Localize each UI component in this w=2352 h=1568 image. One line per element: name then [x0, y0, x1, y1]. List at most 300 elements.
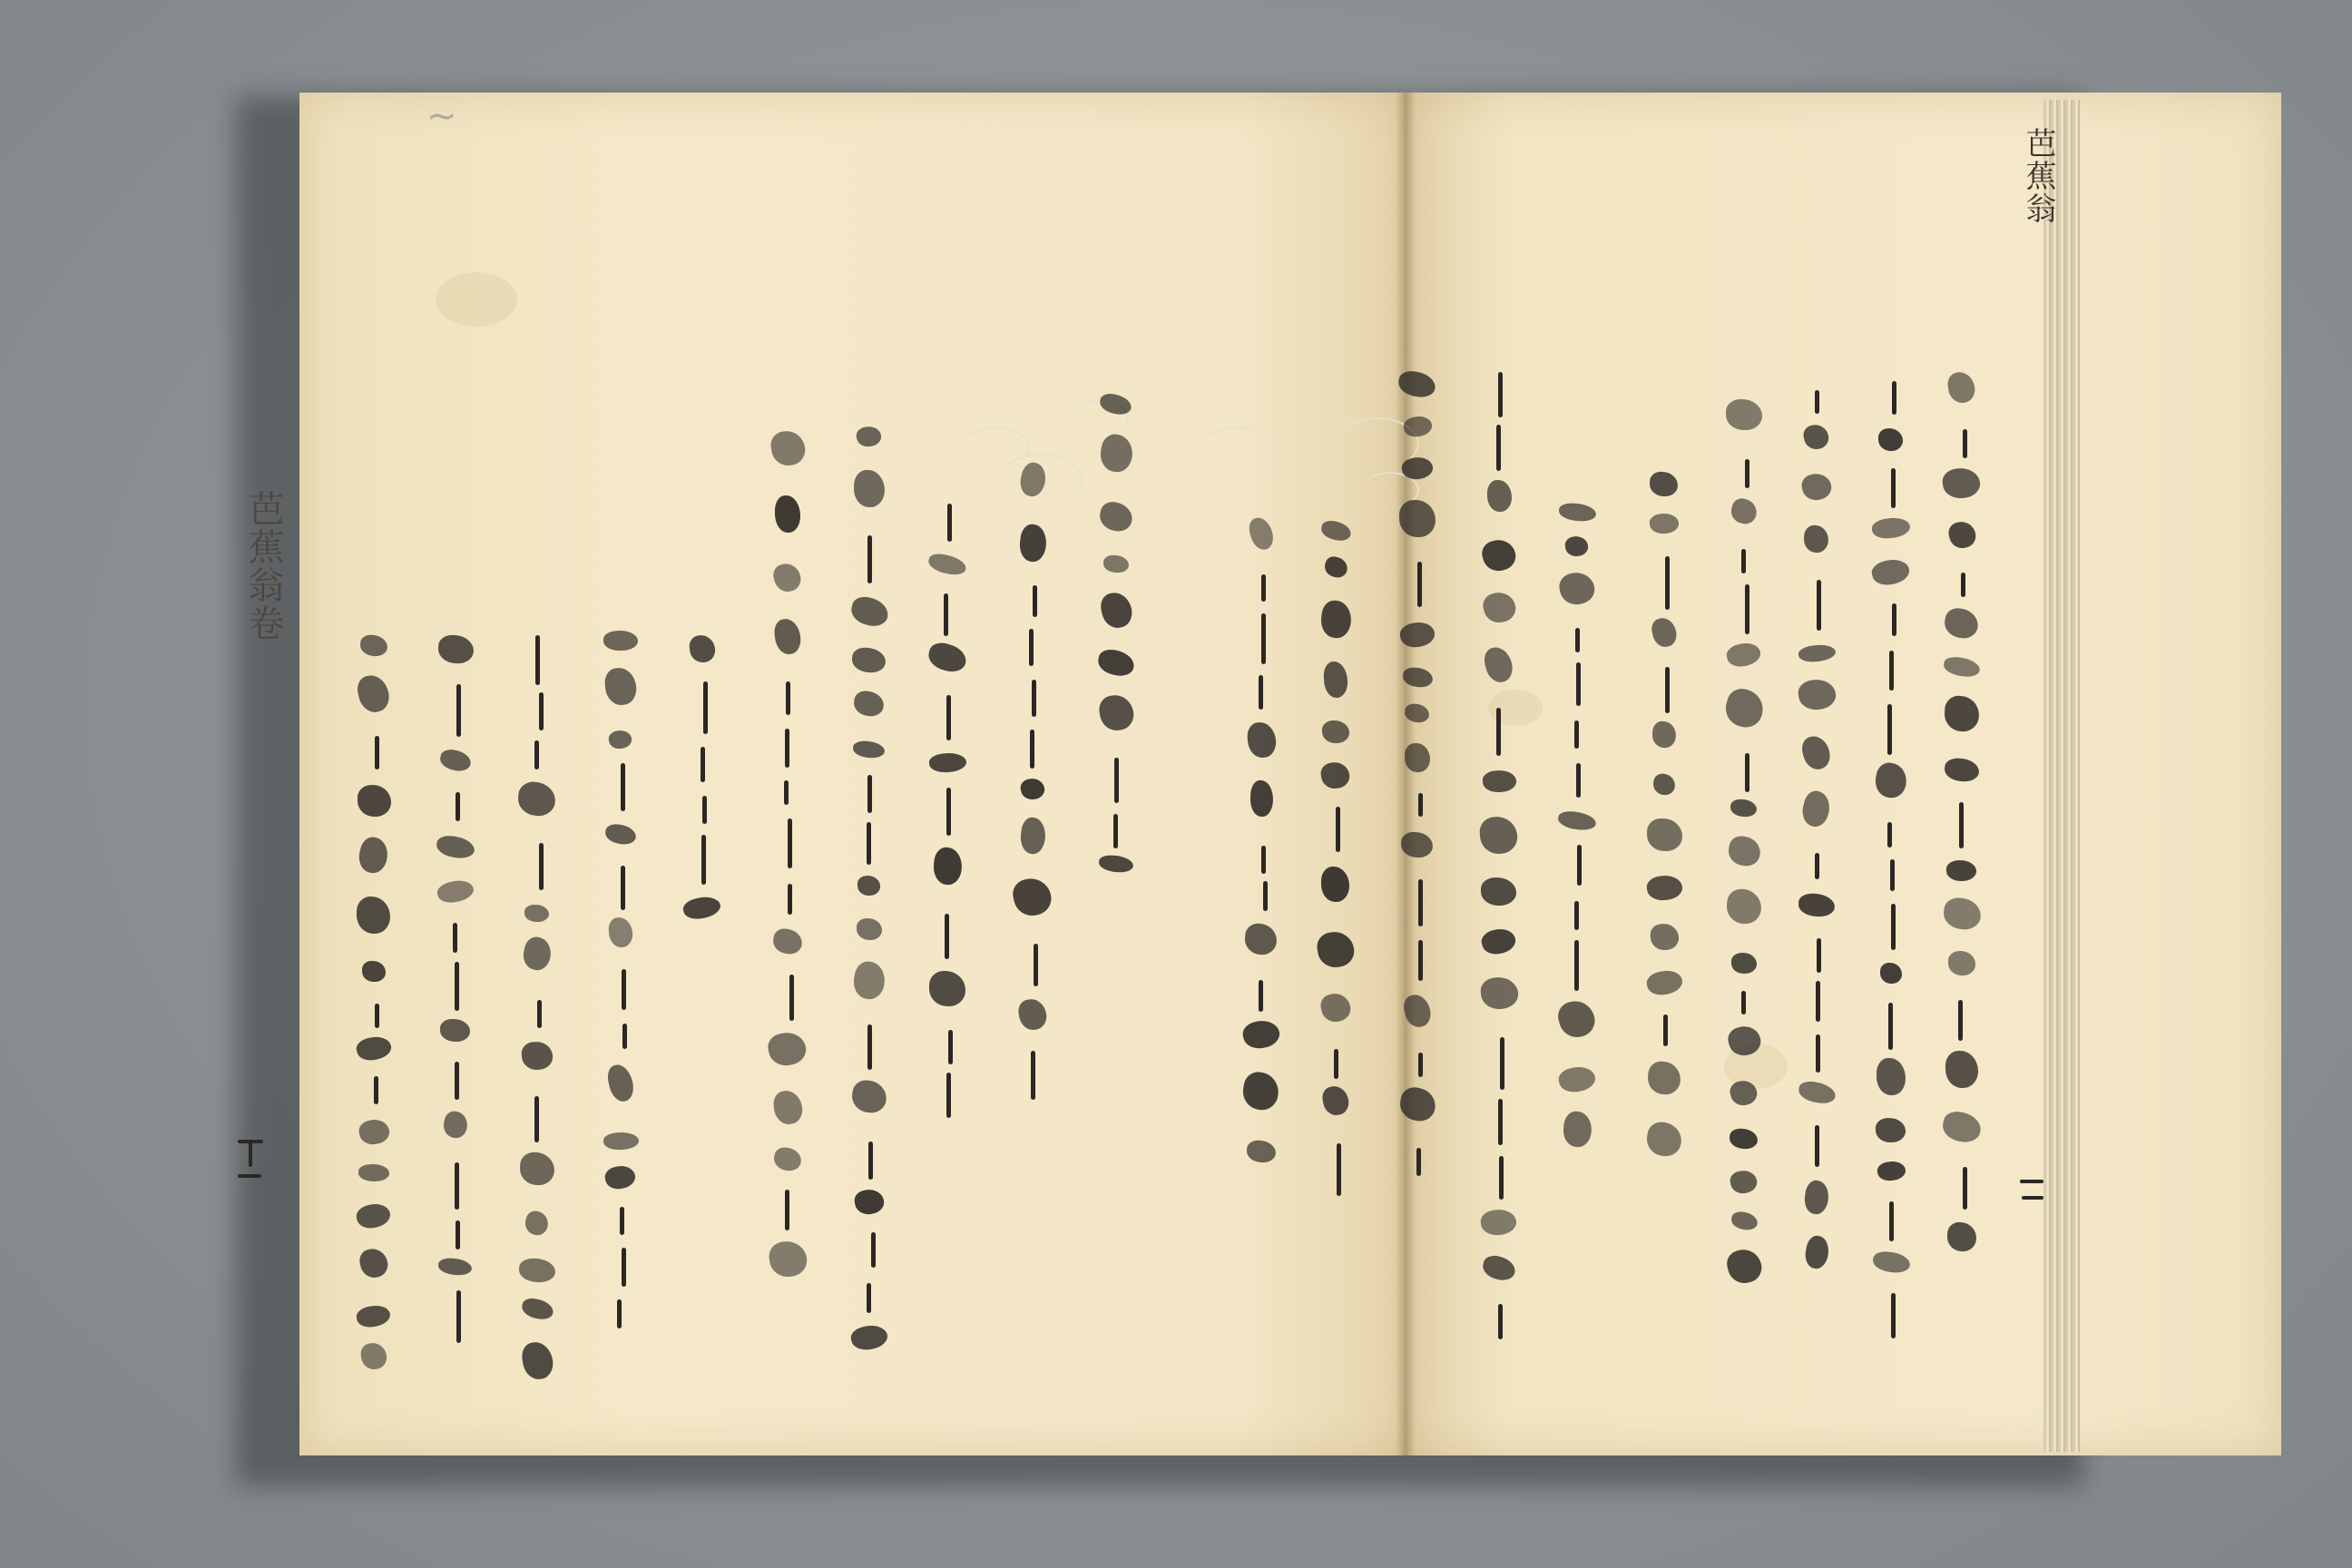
handwritten-character [621, 763, 625, 811]
handwritten-character [622, 1024, 627, 1049]
handwritten-character [1032, 680, 1036, 717]
handwritten-character [1892, 381, 1896, 415]
handwritten-character [857, 918, 883, 940]
handwritten-character [357, 785, 390, 818]
handwritten-character [436, 877, 475, 906]
handwritten-character [1880, 963, 1902, 984]
handwritten-character [456, 1220, 460, 1250]
handwritten-character [1963, 429, 1967, 458]
handwritten-character [1946, 519, 1977, 550]
handwritten-character [1887, 822, 1892, 848]
handwritten-character [946, 788, 951, 836]
handwritten-character [1033, 585, 1037, 617]
handwritten-character [1817, 938, 1821, 973]
handwritten-character [1334, 1049, 1338, 1079]
handwritten-character [1574, 940, 1579, 991]
handwritten-character [1031, 1051, 1035, 1100]
handwritten-character [932, 847, 963, 886]
handwritten-character [1250, 780, 1273, 818]
binding-thread-fiber [1252, 463, 1319, 505]
handwritten-character [853, 469, 886, 507]
handwritten-character [534, 1096, 539, 1142]
handwritten-character [375, 736, 379, 769]
handwritten-character [1649, 512, 1680, 534]
handwritten-character [1891, 468, 1896, 508]
handwritten-character [946, 695, 951, 740]
handwritten-character [926, 640, 969, 675]
handwritten-character [1945, 1051, 1979, 1089]
handwritten-character [608, 729, 634, 750]
handwritten-character [1731, 953, 1757, 975]
handwritten-character [358, 1246, 390, 1280]
handwritten-character [1798, 642, 1837, 663]
handwritten-character [929, 971, 965, 1006]
handwritten-character [1480, 1253, 1517, 1283]
handwritten-text-column [682, 635, 722, 926]
handwritten-text-column [1316, 522, 1356, 1180]
handwritten-character [701, 835, 706, 885]
handwritten-character [1244, 923, 1279, 956]
handwritten-character [1871, 515, 1911, 541]
handwritten-character [603, 630, 639, 652]
handwritten-character [524, 1210, 551, 1238]
handwritten-text-column [1871, 381, 1911, 1334]
handwritten-character [1318, 599, 1352, 640]
handwritten-character [786, 681, 790, 715]
handwritten-character [1943, 655, 1981, 678]
handwritten-character [1644, 967, 1684, 998]
handwritten-character [1321, 867, 1349, 902]
handwritten-character [1017, 523, 1047, 563]
handwritten-character [604, 823, 638, 847]
handwritten-character [1726, 835, 1761, 867]
handwritten-character [1417, 562, 1422, 607]
handwritten-character [436, 834, 476, 860]
handwritten-character [1259, 980, 1263, 1012]
handwritten-character [1946, 370, 1977, 404]
handwritten-character [1651, 720, 1677, 749]
handwritten-character [1498, 1099, 1503, 1145]
handwritten-character [928, 751, 967, 774]
handwritten-character [1482, 644, 1515, 685]
handwritten-character [1645, 874, 1683, 903]
handwritten-character [771, 927, 804, 956]
handwritten-character [1398, 619, 1436, 650]
handwritten-character [1316, 929, 1357, 969]
handwritten-character [1416, 1148, 1421, 1176]
pencil-mark: ~ [426, 95, 457, 137]
handwritten-character [622, 969, 626, 1010]
handwritten-character [1011, 875, 1055, 919]
handwritten-character [1815, 390, 1819, 414]
handwritten-character [1481, 877, 1517, 906]
handwritten-character [1261, 613, 1266, 664]
handwritten-character [771, 561, 803, 594]
handwritten-character [1870, 556, 1912, 589]
handwritten-character [534, 740, 539, 769]
handwritten-character [1887, 704, 1892, 755]
handwritten-character [521, 1040, 554, 1071]
handwritten-text-column [436, 635, 475, 1334]
handwritten-character [1745, 753, 1749, 792]
handwritten-text-column [517, 635, 557, 1361]
handwritten-character [1890, 859, 1895, 891]
handwritten-character [1871, 1250, 1910, 1275]
handwritten-character [1725, 640, 1763, 670]
handwritten-character [1876, 1160, 1906, 1183]
handwritten-character [621, 866, 625, 910]
handwritten-character [1726, 399, 1762, 431]
handwritten-character [785, 729, 789, 768]
handwritten-character [1797, 678, 1838, 712]
handwritten-character [1961, 573, 1965, 597]
handwritten-character [1963, 1167, 1967, 1210]
handwritten-character [703, 681, 708, 734]
handwritten-character [1574, 720, 1579, 749]
handwritten-character [1817, 580, 1821, 631]
handwritten-character [1745, 584, 1749, 634]
handwritten-character [1322, 720, 1349, 744]
handwritten-character [1400, 455, 1435, 481]
handwritten-character [455, 1162, 459, 1210]
handwritten-character [1575, 628, 1580, 652]
handwritten-text-column [1942, 372, 1982, 1275]
left-page-margin-label: 芭蕉翁卷 [242, 490, 284, 642]
handwritten-text-column [1096, 395, 1136, 907]
handwritten-character [603, 667, 637, 706]
handwritten-character [784, 780, 789, 805]
handwritten-character [1873, 760, 1908, 799]
handwritten-character [437, 634, 474, 664]
handwritten-character [858, 875, 881, 896]
handwritten-character [1802, 423, 1831, 452]
handwritten-character [1946, 1221, 1977, 1251]
handwritten-character [1401, 414, 1433, 439]
handwritten-character [853, 690, 887, 719]
handwritten-character [355, 1302, 393, 1330]
handwritten-character [1797, 1079, 1837, 1105]
handwritten-character [850, 1079, 888, 1115]
handwritten-character [355, 1200, 394, 1232]
handwritten-character [681, 894, 722, 923]
handwritten-character [1096, 647, 1137, 679]
handwritten-character [1889, 651, 1894, 691]
handwritten-character [1878, 428, 1904, 452]
right-page [1405, 93, 2281, 1455]
handwritten-character [1480, 1207, 1519, 1237]
handwritten-character [1401, 992, 1433, 1029]
handwritten-text-column [1557, 504, 1597, 1148]
handwritten-character [438, 748, 473, 773]
handwritten-character [1721, 686, 1767, 730]
handwritten-character [1730, 799, 1758, 818]
handwritten-character [1649, 923, 1679, 952]
handwritten-character [1799, 733, 1833, 772]
right-page-number-mark [2020, 1171, 2045, 1207]
handwritten-character [948, 1030, 953, 1064]
handwritten-character [1319, 519, 1352, 543]
handwritten-character [1479, 815, 1519, 855]
handwritten-character [1113, 814, 1118, 848]
handwritten-character [788, 818, 792, 868]
handwritten-character [702, 796, 707, 824]
handwritten-character [1558, 502, 1596, 522]
handwritten-character [1479, 536, 1518, 574]
handwritten-character [1418, 879, 1423, 926]
handwritten-character [438, 1257, 473, 1276]
handwritten-character [701, 747, 705, 782]
handwritten-character [1561, 1110, 1592, 1149]
handwritten-character [1098, 590, 1134, 631]
handwritten-character [1892, 603, 1896, 636]
handwritten-character [1647, 1061, 1681, 1096]
handwritten-text-column [1479, 372, 1519, 1334]
handwritten-character [785, 1190, 789, 1230]
handwritten-character [537, 1000, 542, 1028]
handwritten-character [927, 552, 968, 577]
handwritten-character [1322, 554, 1348, 579]
handwritten-character [1247, 514, 1277, 552]
handwritten-character [1321, 1084, 1351, 1117]
handwritten-character [1103, 554, 1130, 573]
handwritten-character [1099, 392, 1134, 417]
handwritten-character [1405, 743, 1430, 773]
handwritten-character [772, 1089, 804, 1125]
handwritten-character [1034, 944, 1038, 986]
handwritten-character [1261, 574, 1266, 602]
handwritten-character [1263, 881, 1268, 911]
handwritten-character [1499, 1156, 1504, 1200]
handwritten-character [357, 1117, 390, 1147]
handwritten-character [359, 634, 388, 658]
handwritten-character [945, 914, 949, 959]
handwritten-character [1479, 975, 1519, 1011]
binding-thread-fiber [1198, 426, 1274, 474]
handwritten-character [1948, 951, 1976, 975]
handwritten-character [1663, 1014, 1668, 1046]
handwritten-character [848, 594, 891, 630]
handwritten-character [355, 1034, 393, 1063]
handwritten-character [1816, 981, 1820, 1022]
handwritten-character [944, 593, 948, 636]
handwritten-text-column [768, 431, 808, 1316]
handwritten-character [358, 1164, 389, 1182]
handwritten-character [1246, 1140, 1277, 1163]
handwritten-character [1240, 1017, 1282, 1052]
handwritten-character [456, 1290, 461, 1343]
handwritten-character [1480, 926, 1519, 957]
handwritten-character [689, 634, 717, 664]
page-block-edge [2043, 100, 2080, 1452]
handwritten-character [1500, 1037, 1504, 1090]
handwritten-character [789, 975, 794, 1021]
handwritten-character [1802, 1179, 1830, 1216]
handwritten-character [620, 1207, 624, 1235]
handwritten-character [1555, 997, 1599, 1041]
handwritten-character [1259, 675, 1263, 710]
handwritten-character [517, 780, 557, 817]
handwritten-character [867, 1283, 871, 1313]
handwritten-character [1498, 372, 1503, 417]
handwritten-character [1729, 1168, 1759, 1195]
handwritten-character [603, 1132, 639, 1152]
handwritten-character [769, 429, 807, 467]
handwritten-character [1816, 1034, 1820, 1073]
handwritten-character [1557, 1063, 1598, 1095]
handwritten-character [1097, 499, 1135, 534]
handwritten-character [1498, 1304, 1503, 1339]
handwritten-character [1651, 773, 1676, 797]
handwritten-character [440, 1019, 471, 1042]
handwritten-character [1730, 1128, 1759, 1150]
handwritten-character [1891, 904, 1896, 950]
handwritten-character [1798, 893, 1836, 917]
handwritten-character [1496, 708, 1501, 756]
handwritten-character [1399, 500, 1436, 537]
handwritten-character [947, 504, 952, 542]
handwritten-character [603, 1162, 638, 1191]
handwritten-character [1942, 897, 1982, 932]
handwritten-character [849, 1322, 890, 1352]
handwritten-character [1576, 662, 1581, 706]
handwritten-character [520, 1297, 554, 1322]
handwritten-character [1016, 460, 1048, 499]
handwritten-character [788, 884, 792, 915]
handwritten-character [1557, 570, 1597, 608]
handwritten-character [1942, 466, 1982, 500]
handwritten-character [1577, 845, 1582, 886]
paper-stain [436, 272, 517, 327]
handwritten-character [1959, 802, 1964, 848]
handwritten-text-column [1644, 472, 1684, 1152]
handwritten-character [1946, 859, 1977, 882]
handwritten-character [1941, 1109, 1984, 1144]
handwritten-character [374, 1076, 378, 1104]
handwritten-character [362, 961, 386, 982]
handwritten-character [359, 1341, 388, 1371]
handwritten-character [772, 1146, 802, 1172]
handwritten-character [1815, 853, 1819, 879]
handwritten-character [456, 792, 460, 821]
handwritten-character [1482, 769, 1517, 793]
handwritten-text-column [354, 635, 394, 1370]
handwritten-character [1336, 807, 1340, 852]
handwritten-character [851, 647, 887, 673]
handwritten-character [1799, 789, 1833, 828]
handwritten-character [356, 835, 391, 876]
handwritten-character [1557, 809, 1597, 831]
handwritten-character [1650, 616, 1678, 649]
handwritten-character [867, 822, 871, 865]
handwritten-character [441, 1110, 469, 1141]
handwritten-character [608, 916, 634, 948]
handwritten-character [1665, 667, 1670, 713]
handwritten-character [1815, 1125, 1819, 1167]
left-page-number-mark [238, 1134, 265, 1189]
handwritten-character [1888, 1003, 1893, 1050]
handwritten-character [1418, 793, 1423, 817]
handwritten-character [456, 684, 461, 737]
handwritten-character [1487, 480, 1512, 512]
handwritten-character [1574, 901, 1579, 930]
handwritten-character [1958, 1000, 1963, 1041]
handwritten-text-column [1797, 390, 1837, 1257]
handwritten-character [617, 1299, 622, 1328]
handwritten-character [868, 1142, 873, 1180]
handwritten-character [539, 692, 544, 730]
handwritten-character [946, 1073, 951, 1118]
handwritten-character [1876, 1117, 1906, 1143]
handwritten-character [1396, 369, 1437, 400]
handwritten-character [357, 897, 390, 934]
handwritten-character [1401, 831, 1434, 858]
handwritten-text-column [1397, 372, 1437, 1171]
handwritten-text-column [1013, 463, 1053, 1125]
handwritten-character [1725, 1023, 1763, 1058]
handwritten-character [871, 1232, 876, 1268]
handwritten-character [1496, 425, 1501, 471]
handwritten-character [605, 1063, 636, 1103]
handwritten-character [1726, 888, 1763, 925]
handwritten-text-column [1241, 517, 1281, 1171]
handwritten-character [773, 618, 802, 656]
handwritten-character [535, 635, 540, 685]
handwritten-character [1097, 692, 1136, 733]
handwritten-character [1741, 549, 1746, 573]
handwritten-character [1029, 629, 1034, 666]
handwritten-character [867, 535, 872, 583]
handwritten-character [1729, 496, 1759, 526]
handwritten-character [1019, 777, 1045, 801]
handwritten-character [455, 1062, 459, 1100]
handwritten-character [1240, 1070, 1281, 1112]
handwritten-character [1724, 1246, 1764, 1287]
handwritten-character [1647, 818, 1682, 852]
handwritten-character [1319, 991, 1353, 1024]
handwritten-character [1481, 590, 1518, 625]
handwritten-character [1114, 758, 1119, 803]
handwritten-character [1889, 1201, 1894, 1241]
handwritten-character [1030, 730, 1034, 769]
handwritten-character [1877, 1058, 1906, 1095]
handwritten-character [1402, 666, 1434, 688]
handwritten-character [1891, 1293, 1896, 1338]
handwritten-character [856, 425, 884, 448]
handwritten-character [1944, 695, 1980, 731]
handwritten-character [853, 1188, 886, 1216]
handwritten-character [766, 1029, 809, 1069]
handwritten-character [1261, 846, 1266, 874]
handwritten-character [1944, 758, 1980, 783]
handwritten-character [851, 959, 888, 1002]
handwritten-character [520, 935, 554, 973]
handwritten-character [455, 962, 459, 1011]
handwritten-character [518, 1258, 555, 1283]
handwritten-character [1323, 662, 1348, 699]
handwritten-character [1418, 940, 1423, 981]
handwritten-text-column [601, 631, 641, 1352]
handwritten-character [867, 775, 872, 813]
handwritten-character [1397, 1085, 1438, 1123]
handwritten-character [1098, 854, 1133, 873]
handwritten-text-column [1724, 399, 1764, 1298]
handwritten-character [453, 923, 457, 953]
handwritten-character [1803, 524, 1829, 554]
handwritten-character [853, 740, 887, 760]
handwritten-character [524, 905, 549, 922]
handwritten-character [1729, 1078, 1760, 1108]
handwritten-character [1098, 433, 1135, 475]
